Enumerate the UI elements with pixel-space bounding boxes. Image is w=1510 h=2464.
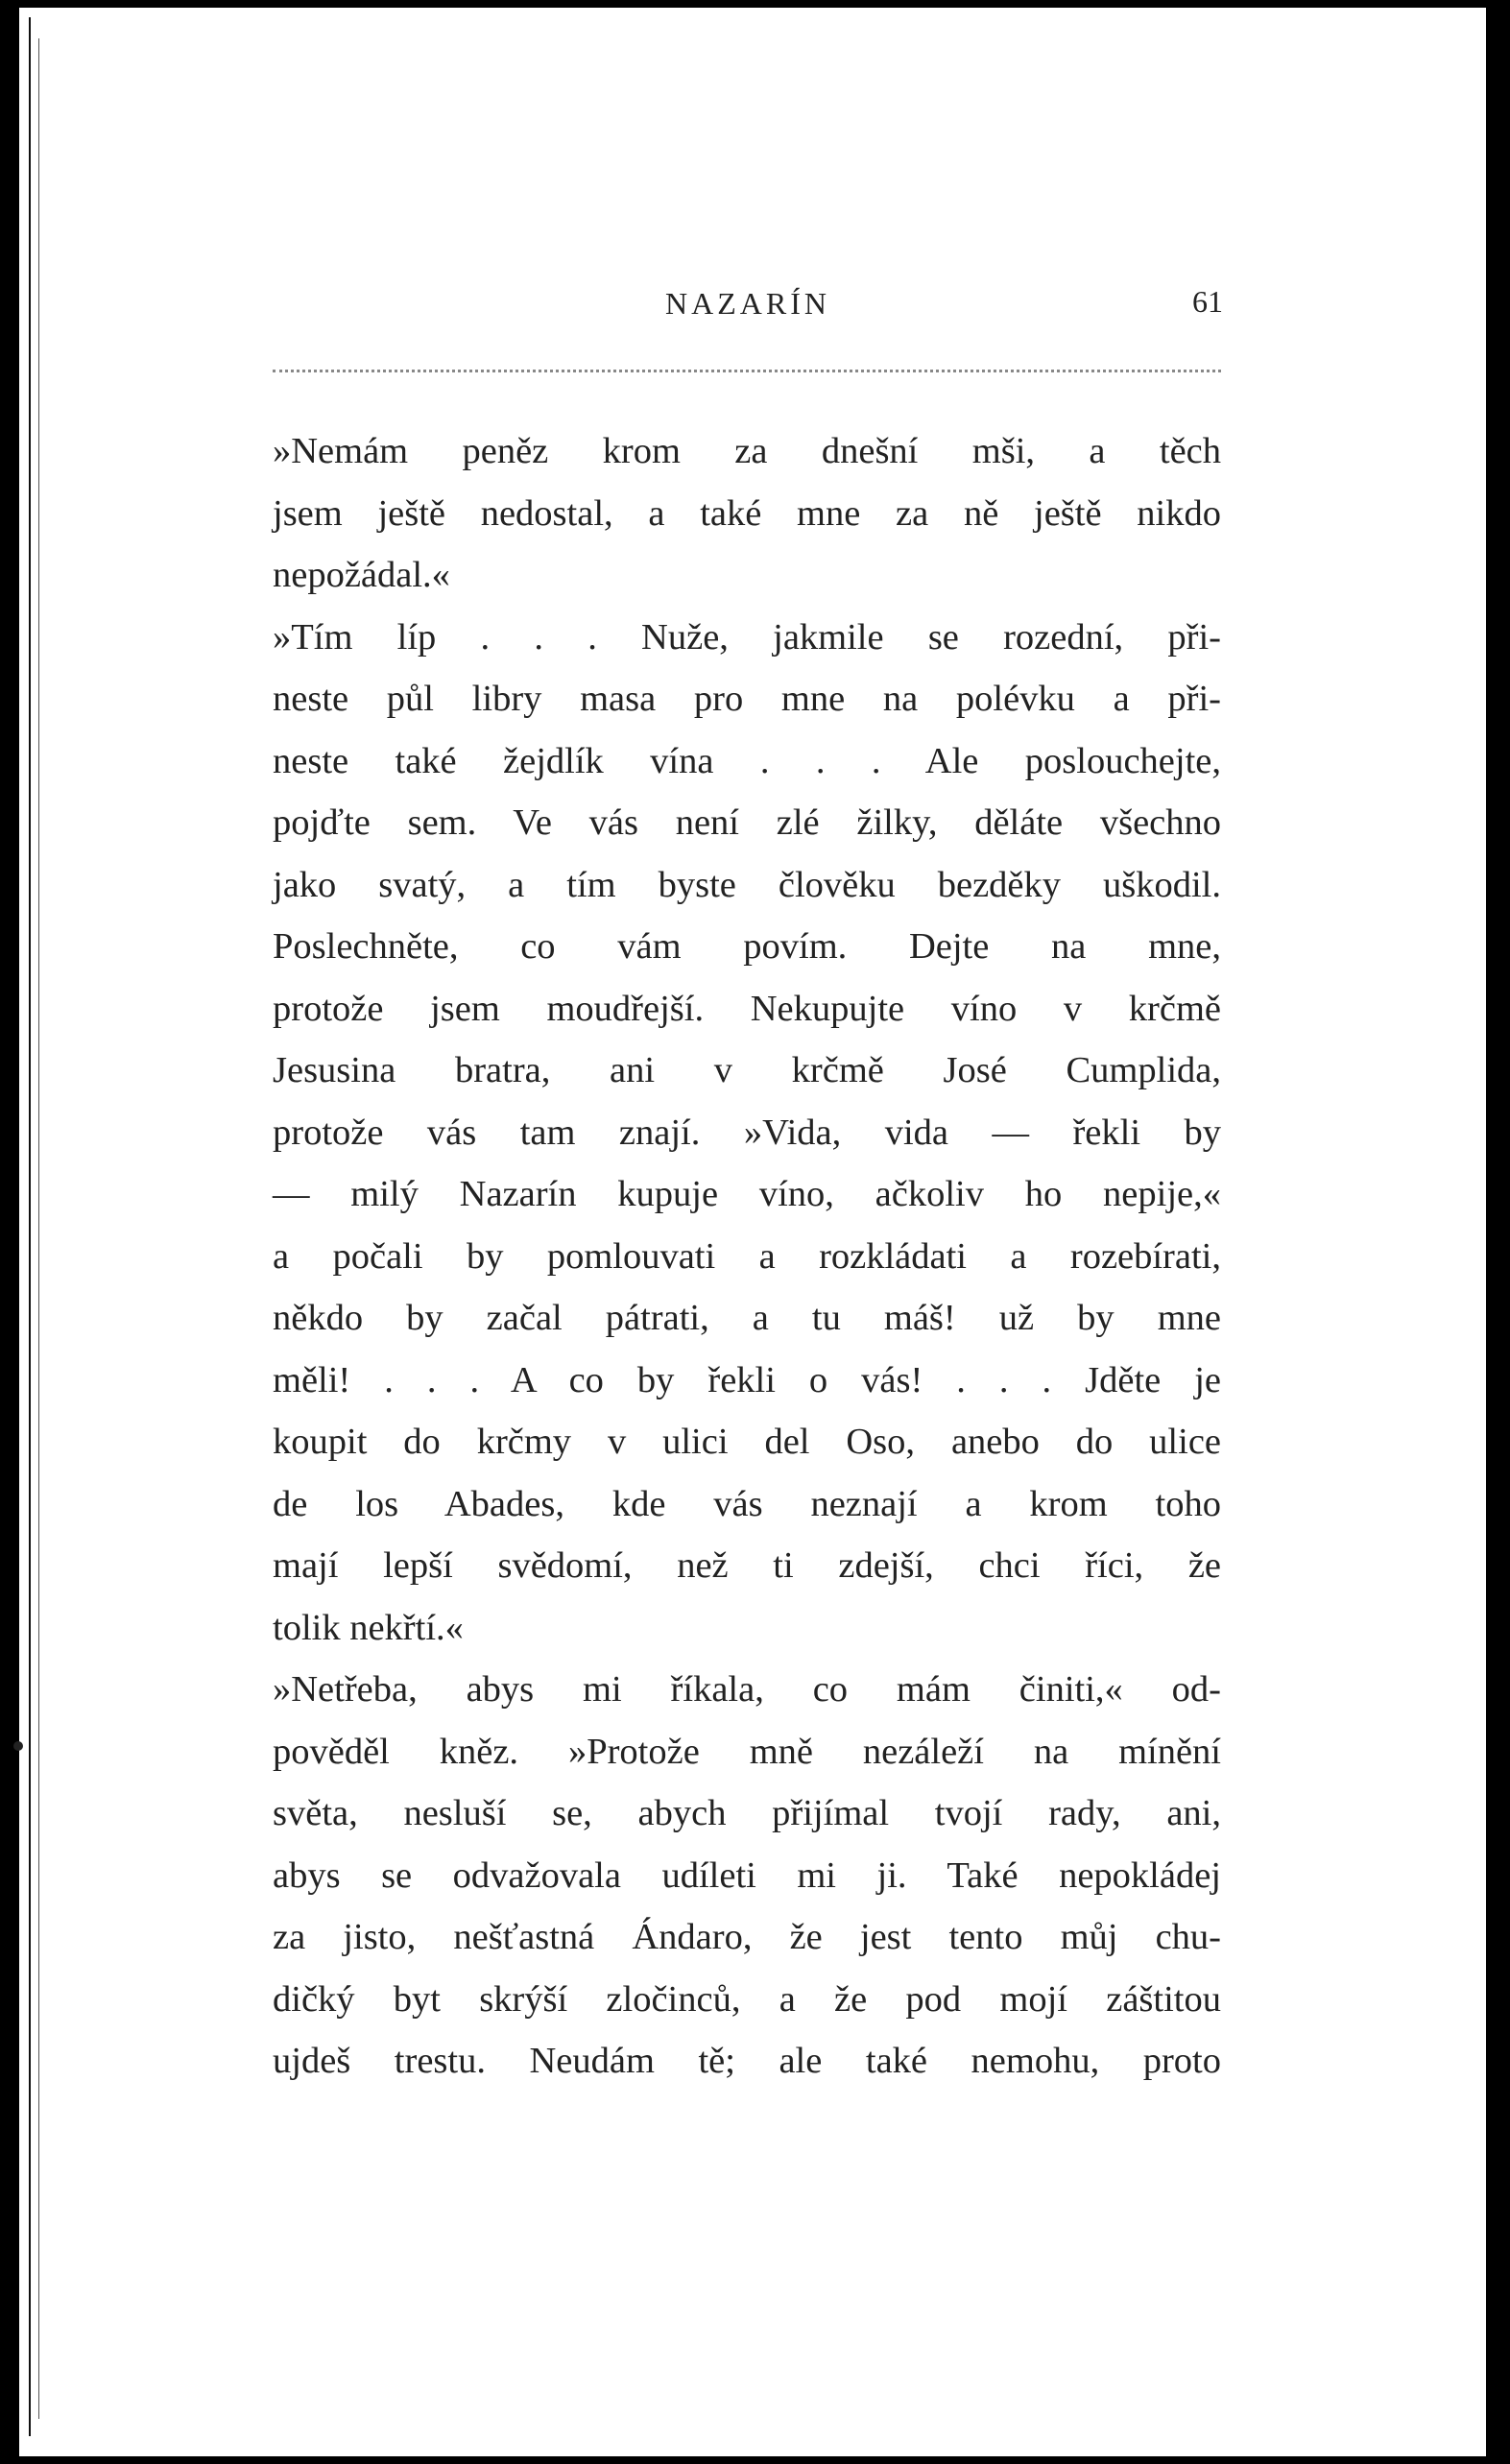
text-line: jako svatý, a tím byste člověku bezděky uškodil. bbox=[273, 864, 1221, 905]
text-line: abys se odvažovala udíleti mi ji. Také nepokládej bbox=[273, 1854, 1221, 1896]
running-head bbox=[273, 278, 1223, 326]
page-number: 61 bbox=[1192, 284, 1223, 319]
text-line: koupit do krčmy v ulici del Oso, anebo do ulice bbox=[273, 1422, 1221, 1462]
text-line: pověděl kněz. »Protože mně nezáleží na mínění bbox=[273, 1731, 1221, 1772]
text-line: ujdeš trestu. Neudám tě; ale také nemohu, proto bbox=[273, 2041, 1221, 2081]
scan-speck bbox=[13, 1741, 23, 1751]
text-line: dičký byt skrýší zločinců, a že pod mojí záštitou bbox=[273, 1978, 1221, 2020]
text-line: měli! . . . A co by řekli o vás! . . . Jděte je bbox=[273, 1359, 1221, 1400]
text-line: za jisto, nešťastná Ándaro, že jest tento můj chu- bbox=[273, 1917, 1221, 1957]
text-line: »Netřeba, abys mi říkala, co mám činiti,« od- bbox=[273, 1669, 1221, 1710]
running-title: NAZARÍN bbox=[665, 286, 830, 321]
binding-edge bbox=[29, 17, 31, 2436]
text-line: mají lepší svědomí, než ti zdejší, chci říci, že bbox=[273, 1545, 1221, 1586]
text-line: tolik nekřtí.« bbox=[273, 1607, 464, 1648]
text-line: světa, nesluší se, abych přijímal tvojí rady, ani, bbox=[273, 1793, 1221, 1833]
text-line: pojďte sem. Ve vás není zlé žilky, děláte všechno bbox=[273, 802, 1221, 843]
text-line: neste také žejdlík vína . . . Ale poslouchejte, bbox=[273, 740, 1221, 781]
text-line: jsem ještě nedostal, a také mne za ně ještě nikdo bbox=[273, 492, 1221, 534]
text-line: »Tím líp . . . Nuže, jakmile se rozední, při- bbox=[273, 616, 1221, 658]
text-line: Poslechněte, co vám povím. Dejte na mne, bbox=[273, 926, 1221, 967]
text-line: Jesusina bratra, ani v krčmě José Cumplida, bbox=[273, 1050, 1221, 1090]
text-line: — milý Nazarín kupuje víno, ačkoliv ho nepije,« bbox=[273, 1174, 1221, 1214]
body-text bbox=[273, 420, 1221, 2093]
text-line: nepožádal.« bbox=[273, 555, 450, 595]
text-line: »Nemám peněz krom za dnešní mši, a těch bbox=[273, 431, 1221, 471]
text-line: neste půl libry masa pro mne na polévku a při- bbox=[273, 679, 1221, 719]
text-line: a počali by pomlouvati a rozkládati a rozebírati, bbox=[273, 1235, 1221, 1277]
text-line: protože vás tam znají. »Vida, vida — řekli by bbox=[273, 1112, 1221, 1153]
text-line: někdo by začal pátrati, a tu máš! už by mne bbox=[273, 1298, 1221, 1338]
text-line: de los Abades, kde vás neznají a krom toho bbox=[273, 1483, 1221, 1524]
binding-shadow bbox=[38, 38, 39, 2419]
header-divider bbox=[273, 370, 1221, 372]
text-line: protože jsem moudřejší. Nekupujte víno v krčmě bbox=[273, 988, 1221, 1029]
